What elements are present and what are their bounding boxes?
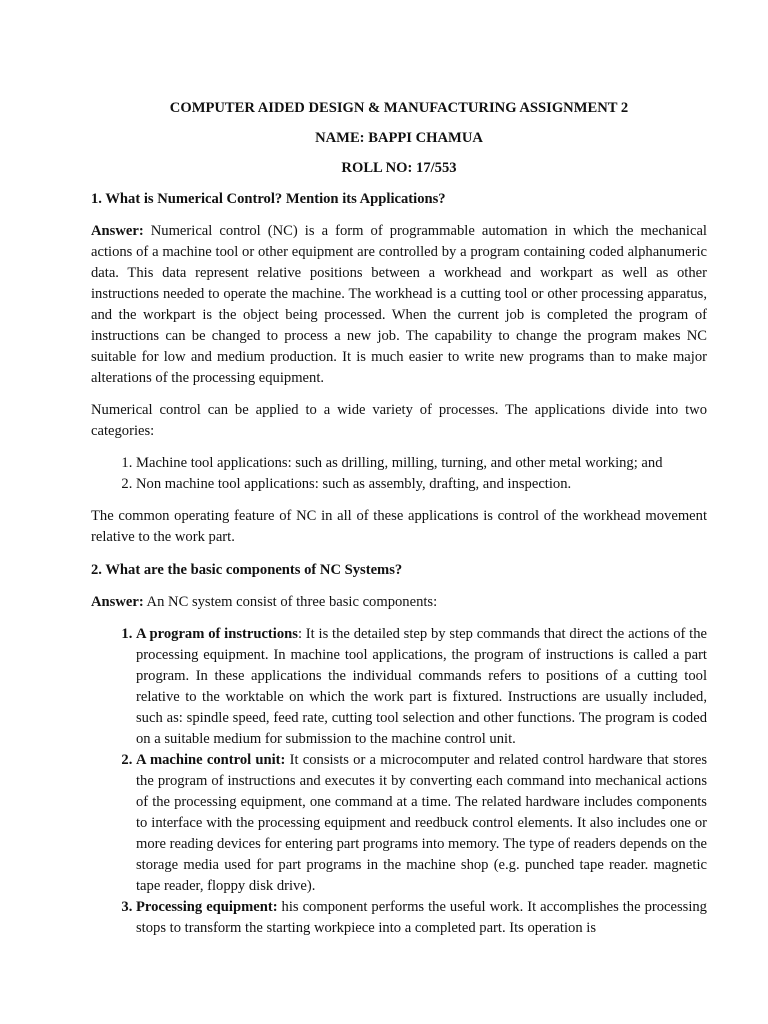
component-text: his component performs the useful work. It accomplishes the processing stops to transform the starting workpiece into a completed part. Its operation is (136, 899, 707, 936)
answer-label: Answer: (91, 594, 144, 610)
list-item (136, 897, 707, 939)
roll-number: ROLL NO: 17/553 (341, 160, 457, 176)
list-item: 2. Non machine tool applications: such as assembly, drafting, and inspection. (136, 474, 707, 495)
list-item (136, 624, 707, 750)
answer-text: Numerical control (NC) is a form of programmable automation in which the mechanical actions of a machine tool or other equipment are controlled by a program containing coded alphanumeric data. This data represent relative positions between a workhead and workpart as well as other instructions needed to operate the machine. The workhead is a cutting tool or other processing apparatus, and the workpart is the object being processed. When the current job is completed the program of instructions can be changed to process a new job. The capability to change the program makes NC suitable for low and medium production. It is much easier to write new programs than to make major alterations of the processing equipment. (91, 223, 707, 386)
question-1-heading: 1. What is Numerical Control? Mention its Applications? (91, 191, 446, 207)
component-term: A program of instructions (136, 626, 298, 642)
component-text: It consists or a microcomputer and related control hardware that stores the program of instructions and executes it by converting each command into mechanical actions of the processing equipment, one command at a time. The related hardware includes components to interface with the processing equipment and reedbuck control elements. It also includes one or more reading devices for entering part programs into memory. The type of readers depends on the storage media used for part programs in the machine shop (e.g. punched tape reader. magnetic tape reader, floppy disk drive). (136, 752, 708, 894)
document-page (91, 92, 707, 939)
document-title: COMPUTER AIDED DESIGN & MANUFACTURING ASSIGNMENT 2 (169, 100, 629, 116)
list-item: 1. Machine tool applications: such as drilling, milling, turning, and other metal working; and (136, 453, 707, 474)
component-term: Processing equipment: (136, 899, 278, 915)
student-name: NAME: BAPPI CHAMUA (315, 130, 483, 146)
applications-list (91, 453, 707, 495)
components-list (91, 624, 707, 939)
question-1-answer (91, 221, 707, 389)
component-text: : It is the detailed step by step commands that direct the actions of the processing equipment. In machine tool applications, the program of instructions is called a part program. In these applications the individual commands refers to positions of a cutting tool relative to the worktable on which the work part is fixtured. Instructions are usually included, such as: spindle speed, feed rate, cutting tool selection and other functions. The program is coded on a suitable medium for submission to the machine control unit. (136, 626, 707, 747)
answer-text: An NC system consist of three basic components: (143, 594, 438, 610)
component-term: A machine control unit: (136, 752, 286, 768)
question-2-answer (91, 592, 707, 613)
applications-intro: Numerical control can be applied to a wide variety of processes. The applications divide into two categories: (91, 402, 707, 439)
list-item (136, 750, 707, 897)
question-2-heading: 2. What are the basic components of NC Systems? (91, 562, 403, 578)
answer-label: Answer: (91, 223, 144, 239)
applications-summary: The common operating feature of NC in all of these applications is control of the workhead movement relative to the work part. (91, 508, 707, 545)
